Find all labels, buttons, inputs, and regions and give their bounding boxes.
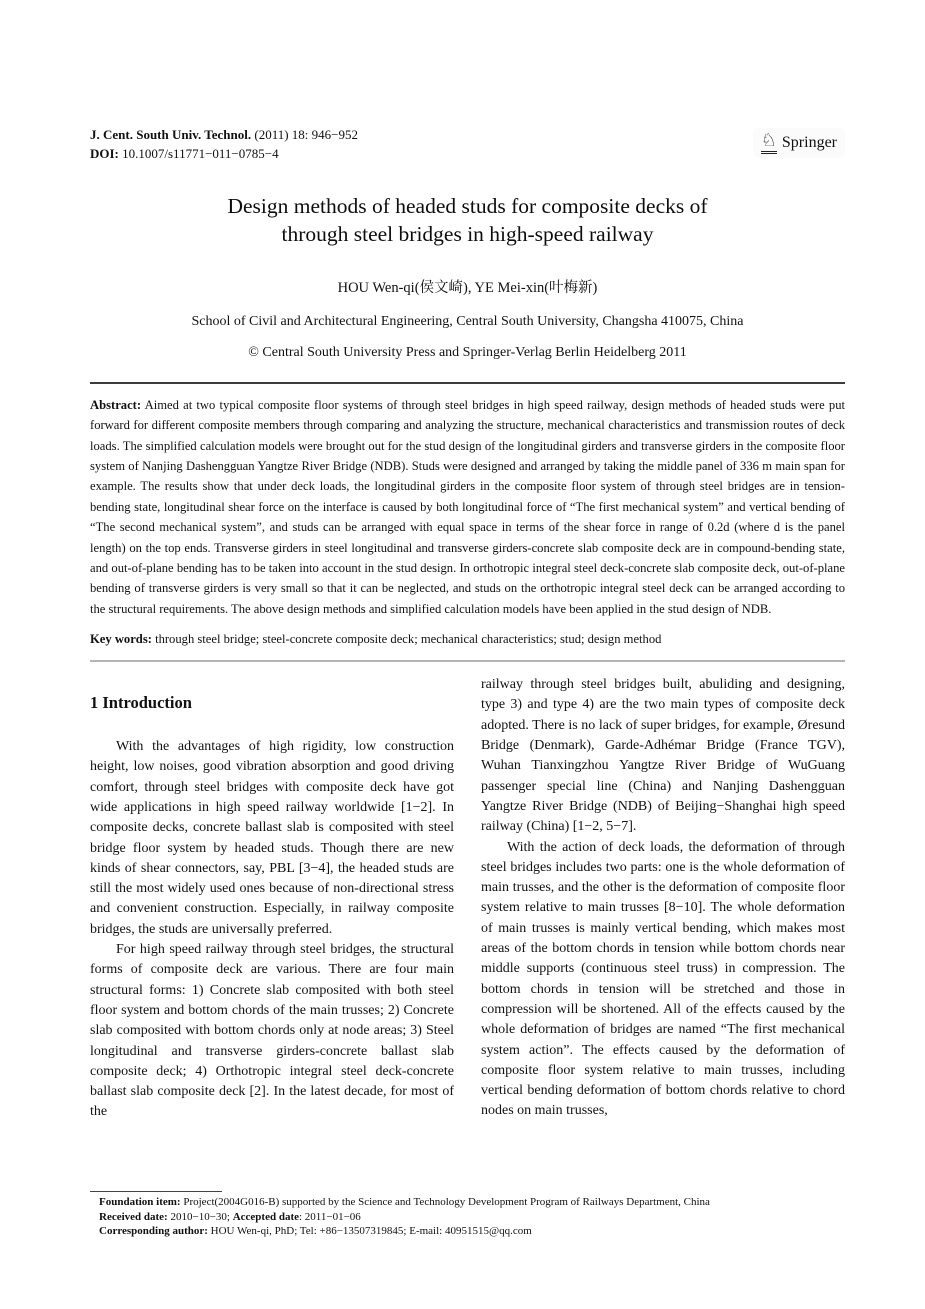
paper-title-line1: Design methods of headed studs for composite decks of	[227, 193, 708, 218]
divider-keywords	[90, 660, 845, 662]
keywords-label: Key words:	[90, 632, 152, 647]
body-paragraph: railway through steel bridges built, abuliding and designing, type 3) and type 4) are the two main types of composite deck adopted. There is no lack of super bridges, for example, Øresund Bridge (Denmark), Garde-Adhémar Bridge (France TGV), Wuhan Tianxingzhou Yangtze River Bridge of WuGuang passenger special line (China) and Nanjing Dashengguan Yangtze River Bridge (NDB) of Beijing−Shanghai high speed railway (China) [1−2, 5−7].	[481, 677, 845, 835]
accepted-text: : 2011−01−06	[299, 1210, 361, 1223]
divider-top	[90, 382, 845, 384]
copyright-line: © Central South University Press and Springer-Verlag Berlin Heidelberg 2011	[248, 344, 687, 360]
authors: HOU Wen-qi(侯文崎), YE Mei-xin(叶梅新)	[337, 279, 598, 296]
foundation-text: Project(2004G016-B) supported by the Science and Technology Development Program of Railways Department, China	[180, 1196, 710, 1209]
springer-logo	[753, 128, 845, 158]
corresponding-author-line	[99, 1224, 850, 1239]
doi-line	[90, 145, 358, 164]
journal-issue: (2011) 18: 946−952	[251, 127, 358, 142]
abstract-label: Abstract:	[90, 397, 142, 412]
corresponding-label: Corresponding author:	[99, 1225, 208, 1238]
footnote-block	[90, 1191, 850, 1239]
abstract-text: Aimed at two typical composite floor systems of through steel bridges in high speed railway, design methods of headed studs were put forward for different composite members through comparing and analyzing the structure, mechanical characteristics and transmission routes of deck loads. The simplified calculation models were brought out for the stud design of the longitudinal girders and transverse girders in the composite floor system of Nanjing Dashengguan Yangtze River Bridge (NDB). Studs were designed and arranged by taking the middle panel of 336 m main span for example. The results show that under deck loads, the longitudinal girders in the composite floor system of through steel bridges are in tension-bending state, longitudinal shear force on the interface is caused by both longitudinal force of “The first mechanical system” and vertical bending of “The second mechanical system”, and studs can be arranged with equal space in terms of the shear force in range of 0.2d (where d is the panel length) on the top ends. Transverse girders in steel longitudinal and transverse girders-concrete slab composite deck are in compound-bending state, and out-of-plane bending has to be taken into account in the stud design. In orthotropic integral steel deck-concrete slab composite deck, out-of-plane bending of transverse girders is very small so that it can be neglected, and studs on the orthotropic integral steel deck can be arranged according to the structural requirements. The above design methods and simplified calculation models have been applied in the stud design of NDB.	[90, 397, 845, 616]
foundation-label: Foundation item:	[99, 1196, 181, 1209]
journal-line	[90, 126, 358, 145]
footnote-divider	[90, 1191, 222, 1192]
dates-line	[99, 1210, 850, 1225]
paper-title	[90, 192, 845, 249]
body-paragraph: For high speed railway through steel bridges, the structural forms of composite deck are various. There are four main structural forms: 1) Concrete slab composited with both steel floor system and bottom chords of the main trusses; 2) Concrete slab composited with bottom chords only at node areas; 3) Steel longitudinal and transverse girders-concrete ballast slab composite deck; 4) Orthotropic integral steel deck-concrete ballast slab composite deck [2]. In the latest decade, for most of the	[90, 942, 454, 1120]
corresponding-text: HOU Wen-qi, PhD; Tel: +86−13507319845; E-mail: 40951515@qq.com	[207, 1225, 532, 1238]
body-paragraph: With the action of deck loads, the deformation of through steel bridges includes two parts: one is the whole deformation of main trusses, and the other is the deformation of composite floor system relative to main trusses [8−10]. The whole deformation of main trusses is mainly vertical bending, which makes most areas of the bottom chords in tension while bottom chords near middle supports (continuous steel truss) in compression. The bottom chords in tension will be stretched and those in compression will be shortened. All of the effects caused by the whole deformation of bridges are named “The first mechanical system action”. The effects caused by the deformation of composite floor system relative to main trusses, including vertical bending deformation of bottom chords relative to chord nodes on main trusses,	[481, 839, 845, 1119]
keywords	[90, 632, 845, 647]
journal-citation	[90, 126, 358, 164]
right-column	[481, 675, 845, 1123]
abstract	[90, 395, 845, 619]
body-paragraph: With the advantages of high rigidity, low construction height, low noises, good vibration absorption and good driving comfort, through steel bridges with composite deck have got wide applications in high speed railway worldwide [1−2]. In composite decks, concrete ballast slab is composited with steel bridge floor system by headed studs. Though there are new kinds of shear connectors, say, PBL [3−4], the headed studs are still the most widely used ones because of non-directional stress and convenient construction. Especially, in railway composite bridges, the studs are universally preferred.	[90, 739, 454, 937]
springer-logo-text: Springer	[781, 134, 837, 151]
keywords-text: through steel bridge; steel-concrete composite deck; mechanical characteristics; stud; design method	[151, 632, 662, 647]
left-column	[90, 675, 454, 1123]
paper-title-line2: through steel bridges in high-speed railway	[281, 222, 654, 247]
doi-value: 10.1007/s11771−011−0785−4	[118, 145, 279, 161]
springer-knight-icon: ♘	[761, 132, 777, 154]
received-label: Received date:	[99, 1210, 168, 1223]
foundation-item-line	[99, 1195, 850, 1210]
received-text: 2010−10−30;	[167, 1210, 233, 1223]
accepted-label: Accepted date	[232, 1210, 299, 1223]
affiliation: School of Civil and Architectural Engineering, Central South University, Changsha 410075, China	[191, 313, 744, 329]
section-heading-introduction: 1 Introduction	[90, 693, 192, 713]
doi-label: DOI:	[90, 145, 119, 161]
page-header	[90, 126, 845, 164]
body-columns	[90, 675, 845, 1123]
journal-name: J. Cent. South Univ. Technol.	[90, 127, 252, 142]
